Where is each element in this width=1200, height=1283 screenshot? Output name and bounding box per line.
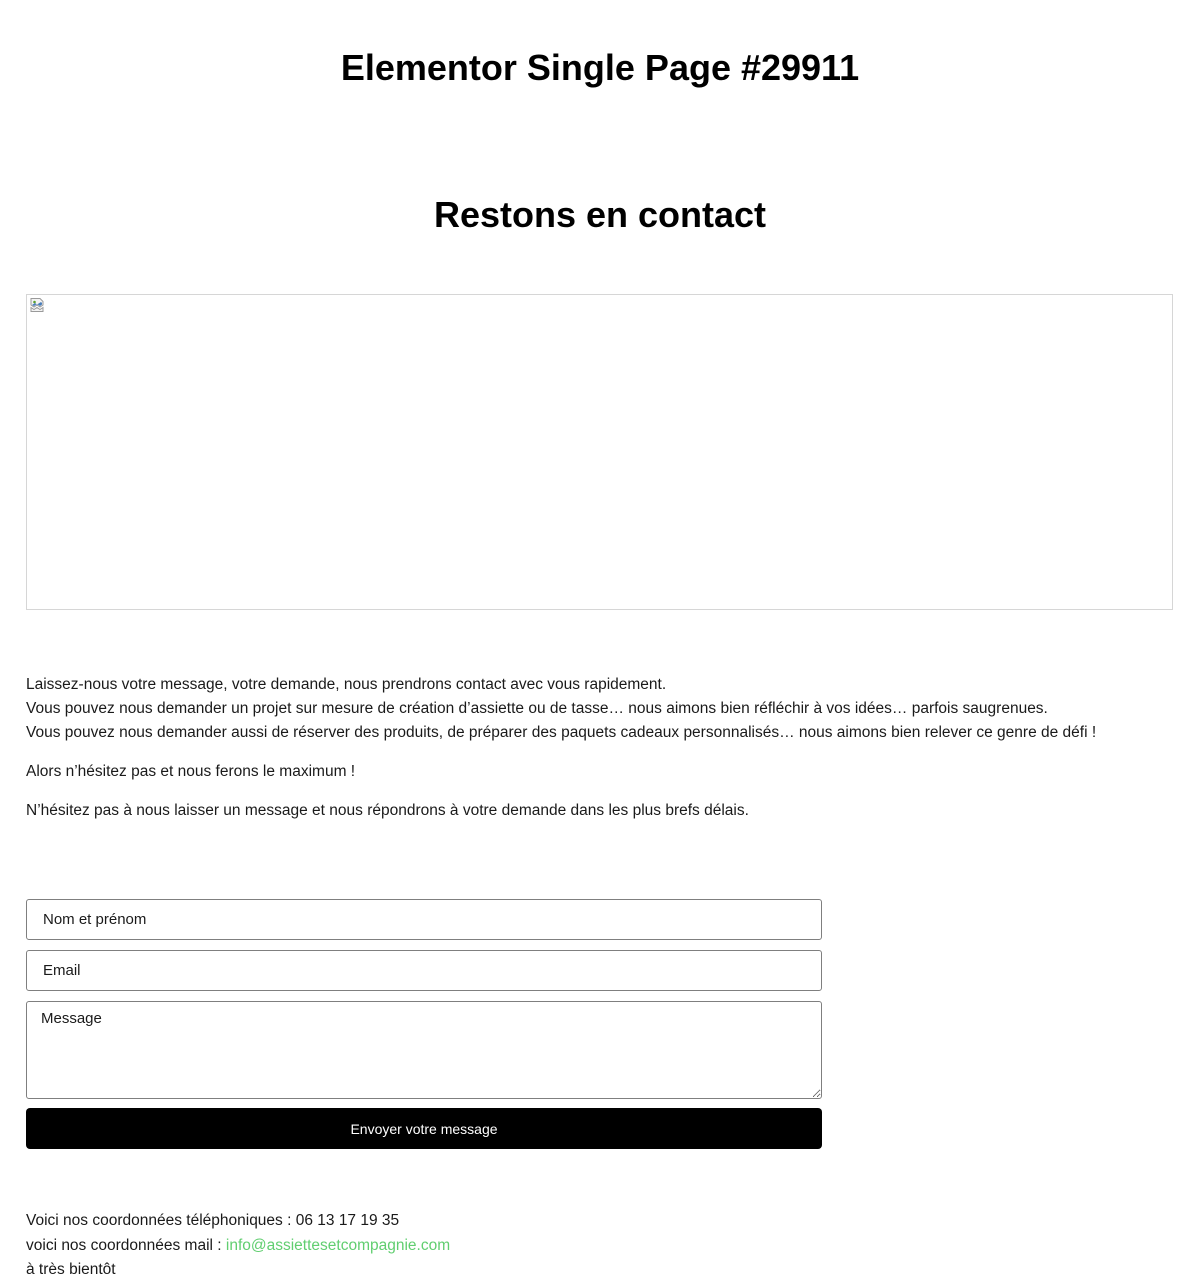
email-link[interactable]: info@assiettesetcompagnie.com bbox=[225, 1236, 451, 1254]
response-paragraph: N’hésitez pas à nous laisser un message et nous répondrons à votre demande dans les plus brefs délais. bbox=[26, 802, 749, 819]
page-title: Elementor Single Page #29911 bbox=[340, 47, 860, 88]
broken-image-icon bbox=[29, 297, 45, 313]
closing-line: à très bientôt bbox=[26, 1261, 116, 1278]
email-prefix: voici nos coordonnées mail : bbox=[26, 1236, 226, 1254]
section-heading: Restons en contact bbox=[433, 194, 767, 235]
message-field[interactable] bbox=[26, 1001, 822, 1099]
intro-line: Vous pouvez nous demander aussi de réserver des produits, de préparer des paquets cadeaux personnalisés… nous aimons bien relever ce genre de défi ! bbox=[26, 724, 1097, 741]
intro-line: Vous pouvez nous demander un projet sur mesure de création d’assiette ou de tasse… nous aimons bien réfléchir à vos idées… parfois saugrenues. bbox=[26, 700, 1048, 717]
contact-intro-text bbox=[26, 673, 1176, 823]
intro-paragraph bbox=[26, 673, 1176, 745]
email-line bbox=[26, 1234, 450, 1259]
contact-image-placeholder bbox=[26, 294, 1173, 610]
contact-form bbox=[26, 899, 822, 1149]
encouragement-paragraph: Alors n’hésitez pas et nous ferons le maximum ! bbox=[26, 763, 356, 780]
contact-details bbox=[26, 1209, 450, 1283]
phone-line: Voici nos coordonnées téléphoniques : 06 13 17 19 35 bbox=[26, 1212, 400, 1229]
submit-button[interactable]: Envoyer votre message bbox=[26, 1108, 822, 1149]
intro-line: Laissez-nous votre message, votre demande, nous prendrons contact avec vous rapidement. bbox=[26, 676, 667, 693]
name-field[interactable] bbox=[26, 899, 822, 940]
email-field[interactable] bbox=[26, 950, 822, 991]
